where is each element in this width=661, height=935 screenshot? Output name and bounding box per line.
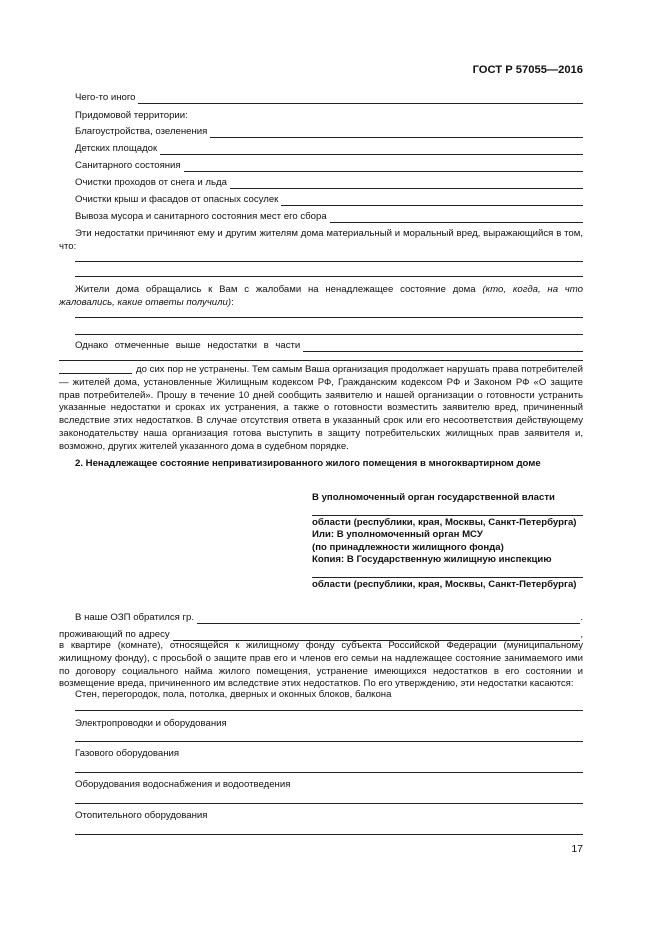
addressee-authority: В уполномоченный орган государственной власти: [312, 492, 555, 503]
complaints-hint: (кто, когда, на что жаловались, какие ответы получили): [59, 284, 583, 308]
address-comma: ,: [580, 629, 583, 640]
label-however: Однако отмеченные выше недостатки в части: [75, 340, 301, 351]
input-line-complaints-1[interactable]: [75, 317, 583, 318]
input-line-not-fixed[interactable]: [59, 373, 132, 374]
not-fixed-paragraph: до сих пор не устранены. Тем самым Ваша организация продолжает нарушать права потребителей — жителей дома, установленные Жилищным кодексом РФ, Гражданским кодексом РФ и Законом РФ «О защите прав потребителей». Прошу в течение 10 дней сообщить заявителю и нашей организации о готовности устранить указанные недостатки и сроках их устранения, а также о готовности возместить заявителю вред, причиненный вследствие этих недостатков. В случае отсутствия ответа в указанный срок или его несоответствия действующему законодательству наша организация готова выступить в защиту потребительских жилищных прав заявителя и, возможно, других жителей указанного дома в судебном порядке.: [59, 364, 583, 452]
input-line-heating[interactable]: [75, 834, 583, 835]
label-icicles: Очистки крыш и фасадов от опасных сосулек: [75, 194, 279, 205]
addressee-region-2: области (республики, края, Москвы, Санкт-Петербурга): [312, 578, 577, 590]
complaints-paragraph: [59, 284, 583, 310]
addressee-block: [312, 492, 583, 591]
input-line-walls[interactable]: [75, 710, 583, 711]
complaints-text: Жители дома обращались к Вам с жалобами на ненадлежащее состояние дома: [75, 284, 483, 295]
field-sanitary: [75, 160, 583, 172]
field-other: [75, 92, 583, 104]
label-snow: Очистки проходов от снега и льда: [75, 177, 227, 188]
label-ozp: В наше ОЗП обратился гр.: [75, 612, 195, 623]
input-line-damage-1[interactable]: [75, 261, 583, 262]
input-line-playgrounds[interactable]: [160, 144, 583, 155]
label-playgrounds: Детских площадок: [75, 143, 158, 154]
complaints-colon: :: [231, 296, 234, 308]
damage-paragraph: Эти недостатки причиняют ему и другим жителям дома материальный и моральный вред, выражающийся в том, что:: [59, 228, 583, 252]
input-line-damage-2[interactable]: [75, 276, 583, 277]
input-line-citizen[interactable]: [197, 613, 580, 624]
input-line-region-2[interactable]: [312, 567, 583, 578]
input-line-landscaping[interactable]: [210, 127, 583, 138]
input-line-other[interactable]: [138, 93, 583, 104]
label-garbage: Вывоза мусора и санитарного состояния мест его сбора: [75, 211, 327, 222]
label-other: Чего-то иного: [75, 92, 136, 103]
input-line-however[interactable]: [303, 341, 583, 352]
input-line-however-2[interactable]: [59, 360, 583, 361]
addressee-fund: (по принадлежности жилищного фонда): [312, 541, 504, 553]
field-icicles: [75, 194, 583, 206]
input-line-sanitary[interactable]: [184, 161, 583, 172]
label-address: проживающий по адресу: [59, 629, 170, 640]
defect-gas: Газового оборудования: [75, 748, 180, 759]
input-line-garbage[interactable]: [330, 212, 583, 223]
input-line-water[interactable]: [75, 803, 583, 804]
addressee-region-1: области (республики, края, Москвы, Санкт-Петербурга): [312, 516, 577, 528]
label-landscaping: Благоустройства, озеленения: [75, 126, 208, 137]
field-however: [75, 340, 583, 352]
defect-walls: Стен, перегородок, пола, потолка, дверных и оконных блоков, балкона: [75, 689, 392, 700]
field-ozp: [75, 612, 583, 624]
defect-electric: Электропроводки и оборудования: [75, 718, 227, 729]
field-landscaping: [75, 126, 583, 138]
addressee-msu: Или: В уполномоченный орган МСУ: [312, 529, 483, 540]
section-2-title: 2. Ненадлежащее состояние неприватизированного жилого помещения в многоквартирном доме: [75, 458, 541, 469]
defect-water: Оборудования водоснабжения и водоотведения: [75, 779, 291, 790]
input-line-complaints-2[interactable]: [75, 334, 583, 335]
addressee-copy: Копия: В Государственную жилищную инспекцию: [312, 554, 552, 565]
ozp-dot: .: [580, 612, 583, 623]
field-playgrounds: [75, 143, 583, 155]
defect-heating: Отопительного оборудования: [75, 810, 208, 821]
input-line-snow[interactable]: [230, 178, 583, 189]
yard-title: Придомовой территории:: [75, 110, 188, 121]
input-line-electric[interactable]: [75, 741, 583, 742]
input-line-gas[interactable]: [75, 772, 583, 773]
page-number: 17: [571, 843, 583, 855]
document-code: ГОСТ Р 57055—2016: [472, 64, 583, 76]
input-line-region-1[interactable]: [312, 505, 583, 516]
input-line-icicles[interactable]: [281, 195, 583, 206]
field-snow: [75, 177, 583, 189]
label-sanitary: Санитарного состояния: [75, 160, 181, 171]
appeal-paragraph: в квартире (комнате), относящейся к жилищному фонду субъекта Российской Федерации (муниципальному жилищному фонду), с просьбой о защите прав его и членов его семьи на надлежащее состояние занимаемого ими по договору социального найма жилого помещения, устранение имеющихся недостатков в его состоянии и возмещение вреда, причиненного им вследствие этих недостатков. По его утверждению, эти недостатки касаются:: [59, 640, 583, 690]
field-garbage: [75, 211, 583, 223]
